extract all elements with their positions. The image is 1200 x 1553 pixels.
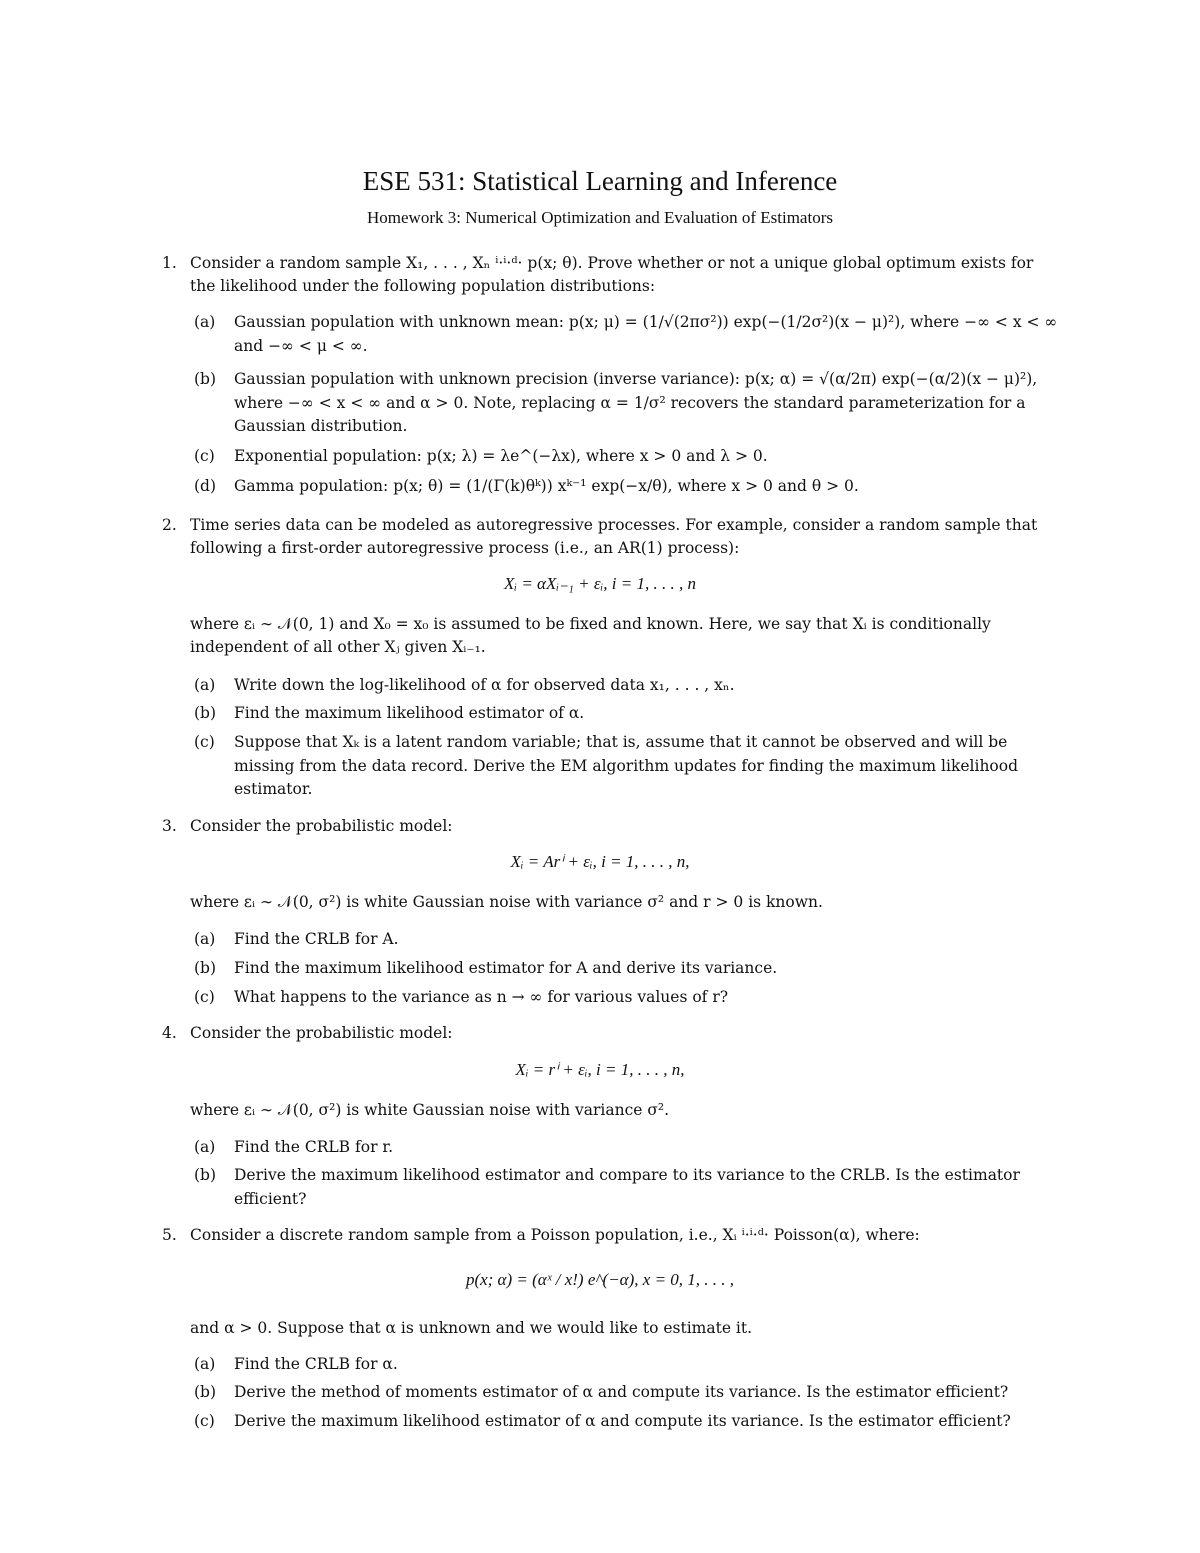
question-3-context: where εᵢ ∼ 𝒩(0, σ²) is white Gaussian noise with variance σ² and r > 0 is known. [190, 893, 823, 911]
part-text: Find the CRLB for α. [234, 1355, 398, 1373]
part-text: Gaussian population with unknown mean: p(x; μ) = (1/√(2πσ²)) exp(−(1/2σ²)(x − μ)²), where −∞ < x < ∞ and −∞ < μ < ∞. [234, 313, 1058, 355]
question-5-context: and α > 0. Suppose that α is unknown and we would like to estimate it. [190, 1319, 753, 1337]
question-number: 5. [162, 1226, 177, 1244]
question-3 [162, 815, 1060, 838]
part-text: Derive the maximum likelihood estimator and compare to its variance to the CRLB. Is the estimator efficient? [234, 1166, 1020, 1208]
question-1-part-d [194, 475, 1060, 499]
question-4-part-b [194, 1164, 1060, 1211]
part-label: (c) [194, 733, 215, 751]
question-text: Time series data can be modeled as autoregressive processes. For example, consider a random sample that following a first-order autoregressive process (i.e., an AR(1) process): [190, 516, 1038, 557]
question-number: 3. [162, 817, 177, 835]
question-4-part-a [194, 1136, 1060, 1160]
part-text: Derive the method of moments estimator of α and compute its variance. Is the estimator efficient? [234, 1383, 1009, 1401]
question-text: Consider the probabilistic model: [190, 817, 453, 835]
part-text: Gamma population: p(x; θ) = (1/(Γ(k)θᵏ)) xᵏ⁻¹ exp(−x/θ), where x > 0 and θ > 0. [234, 477, 859, 495]
part-text: Find the CRLB for A. [234, 930, 399, 948]
question-3-part-c [194, 986, 1060, 1010]
part-label: (c) [194, 988, 215, 1006]
question-3-part-a [194, 928, 1060, 952]
part-label: (b) [194, 1383, 217, 1401]
part-label: (a) [194, 313, 216, 331]
equation-ar1: Xᵢ = αXᵢ₋₁ + εᵢ, i = 1, . . . , n [504, 574, 696, 593]
part-label: (b) [194, 959, 217, 977]
part-label: (c) [194, 1412, 215, 1430]
question-1-part-b [194, 368, 1060, 439]
question-2-part-b [194, 702, 1060, 726]
part-label: (d) [194, 477, 217, 495]
part-label: (b) [194, 1166, 217, 1184]
part-text: Gaussian population with unknown precision (inverse variance): p(x; α) = √(α/2π) exp(−(α/2)(x − μ)²), where −∞ < x < ∞ and α > 0. Note, replacing α = 1/σ² recovers the standard parameterization for a Gaussian distribution. [234, 370, 1038, 435]
question-1 [162, 252, 1060, 298]
question-text: Consider a random sample X₁, . . . , Xₙ ⁱ·ⁱ·ᵈ· p(x; θ). Prove whether or not a unique global optimum exists for the likelihood under the following population distributions: [190, 254, 1034, 295]
question-number: 4. [162, 1024, 177, 1042]
part-label: (a) [194, 1355, 216, 1373]
question-text: Consider the probabilistic model: [190, 1024, 453, 1042]
question-2-part-c [194, 731, 1060, 802]
part-text: Exponential population: p(x; λ) = λe^(−λx), where x > 0 and λ > 0. [234, 447, 768, 465]
part-text: Write down the log-likelihood of α for observed data x₁, . . . , xₙ. [234, 676, 735, 694]
question-3-part-b [194, 957, 1060, 981]
question-text: Consider a discrete random sample from a Poisson population, i.e., Xᵢ ⁱ·ⁱ·ᵈ· Poisson(α), where: [190, 1226, 920, 1244]
part-text: What happens to the variance as n → ∞ for various values of r? [234, 988, 729, 1006]
equation-model-3: Xᵢ = Arⁱ + εᵢ, i = 1, . . . , n, [510, 852, 690, 871]
question-number: 2. [162, 516, 177, 534]
part-text: Suppose that Xₖ is a latent random variable; that is, assume that it cannot be observed and will be missing from the data record. Derive the EM algorithm updates for finding the maximum likelihood estimator. [234, 733, 1019, 798]
part-text: Find the maximum likelihood estimator of α. [234, 704, 585, 722]
part-text: Derive the maximum likelihood estimator of α and compute its variance. Is the estimator efficient? [234, 1412, 1011, 1430]
equation-poisson: p(x; α) = (αˣ / x!) e^(−α), x = 0, 1, . . . , [465, 1270, 735, 1289]
question-2-context: where εᵢ ∼ 𝒩(0, 1) and X₀ = x₀ is assumed to be fixed and known. Here, we say that Xᵢ is conditionally independent of all other Xⱼ given Xᵢ₋₁. [190, 615, 991, 656]
part-text: Find the maximum likelihood estimator for A and derive its variance. [234, 959, 778, 977]
question-number: 1. [162, 254, 177, 272]
question-5-part-b [194, 1381, 1060, 1405]
part-label: (c) [194, 447, 215, 465]
question-5-part-c [194, 1410, 1060, 1434]
question-4 [162, 1022, 1060, 1045]
part-label: (a) [194, 930, 216, 948]
question-1-part-a [194, 311, 1060, 358]
question-2-part-a [194, 674, 1060, 698]
part-label: (b) [194, 704, 217, 722]
question-4-context: where εᵢ ∼ 𝒩(0, σ²) is white Gaussian noise with variance σ². [190, 1101, 670, 1119]
equation-model-4: Xᵢ = rⁱ + εᵢ, i = 1, . . . , n, [515, 1060, 685, 1079]
question-5-part-a [194, 1353, 1060, 1377]
page-subtitle: Homework 3: Numerical Optimization and Evaluation of Estimators [367, 208, 833, 227]
question-1-part-c [194, 445, 1060, 469]
part-label: (a) [194, 1138, 216, 1156]
question-5 [162, 1224, 1060, 1247]
question-2 [162, 514, 1060, 560]
part-label: (b) [194, 370, 217, 388]
part-label: (a) [194, 676, 216, 694]
page-title: ESE 531: Statistical Learning and Inference [362, 166, 838, 196]
part-text: Find the CRLB for r. [234, 1138, 394, 1156]
